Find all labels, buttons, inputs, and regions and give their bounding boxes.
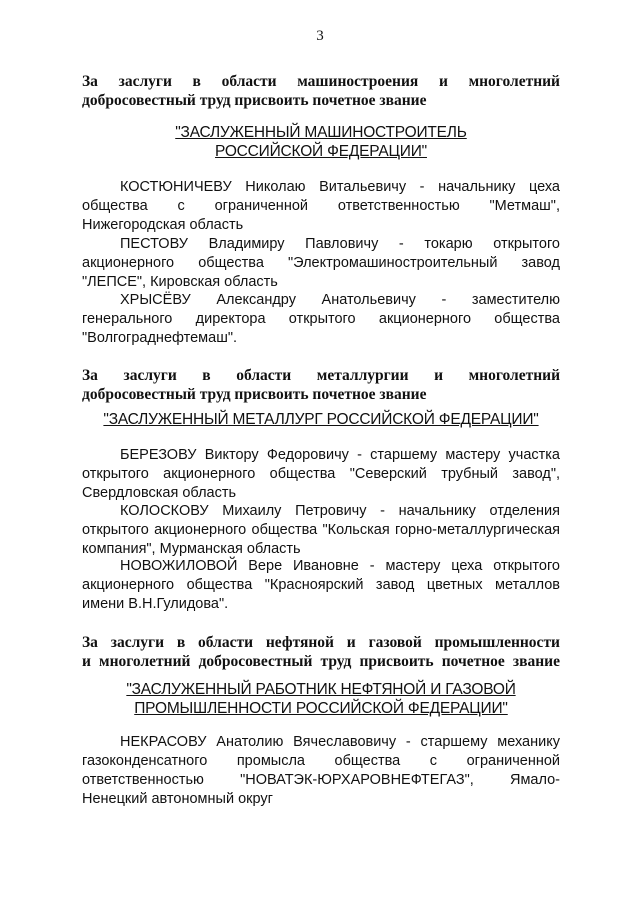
entry-line: ХРЫСЁВУ Александру Анатольевичу - заместителю <box>120 292 560 308</box>
section-heading <box>82 72 560 110</box>
heading-line: За заслуги в области нефтяной и газовой промышленности <box>82 634 560 651</box>
section-heading <box>82 366 560 404</box>
award-entry <box>82 502 560 559</box>
heading-line: добросовестный труд присвоить почетное звание <box>82 386 427 403</box>
entry-line: открытого акционерного общества "Северский трубный завод", <box>82 466 560 482</box>
award-entry <box>82 291 560 348</box>
entry-line: ответственностью "НОВАТЭК-ЮРХАРОВНЕФТЕГАЗ", Ямало- <box>82 772 560 788</box>
page-number: 3 <box>316 28 324 44</box>
section-heading <box>82 633 560 671</box>
award-entry <box>82 733 560 809</box>
entry-line: газоконденсатного промысла общества с ограниченной <box>82 753 560 769</box>
title-line: РОССИЙСКОЙ ФЕДЕРАЦИИ" <box>215 143 427 160</box>
entry-line: КОСТЮНИЧЕВУ Николаю Витальевичу - начальнику цеха <box>120 179 560 195</box>
entry-line: НЕКРАСОВУ Анатолию Вячеславовичу - старшему механику <box>120 734 560 750</box>
title-line: "ЗАСЛУЖЕННЫЙ РАБОТНИК НЕФТЯНОЙ И ГАЗОВОЙ <box>126 681 516 698</box>
heading-line: и многолетний добросовестный труд присвоить почетное звание <box>82 653 560 670</box>
entry-line: Ненецкий автономный округ <box>82 791 273 807</box>
entry-line: открытого акционерного общества "Кольская горно-металлургическая <box>82 522 560 538</box>
heading-line: добросовестный труд присвоить почетное звание <box>82 92 427 109</box>
honorary-title <box>82 410 560 429</box>
entry-line: ПЕСТОВУ Владимиру Павловичу - токарю открытого <box>120 236 560 252</box>
title-line: "ЗАСЛУЖЕННЫЙ МАШИНОСТРОИТЕЛЬ <box>175 124 467 141</box>
award-entry <box>82 178 560 235</box>
award-entry <box>82 446 560 503</box>
entry-line: Свердловская область <box>82 485 237 501</box>
title-line: "ЗАСЛУЖЕННЫЙ МЕТАЛЛУРГ РОССИЙСКОЙ ФЕДЕРАЦИИ" <box>103 411 539 428</box>
title-line: ПРОМЫШЛЕННОСТИ РОССИЙСКОЙ ФЕДЕРАЦИИ" <box>134 700 508 717</box>
award-entry <box>82 557 560 614</box>
entry-line: акционерного общества "Красноярский завод цветных металлов <box>82 577 560 593</box>
honorary-title <box>82 680 560 718</box>
entry-line: "ЛЕПСЕ", Кировская область <box>82 274 278 290</box>
heading-line: За заслуги в области металлургии и многолетний <box>82 367 560 384</box>
entry-line: КОЛОСКОВУ Михаилу Петровичу - начальнику отделения <box>120 503 560 519</box>
entry-line: НОВОЖИЛОВОЙ Вере Ивановне - мастеру цеха открытого <box>120 558 560 574</box>
entry-line: Нижегородская область <box>82 217 244 233</box>
entry-line: "Волгограднефтемаш". <box>82 330 238 346</box>
entry-line: компания", Мурманская область <box>82 541 301 557</box>
heading-line: За заслуги в области машиностроения и многолетний <box>82 73 560 90</box>
entry-line: генерального директора открытого акционерного общества <box>82 311 560 327</box>
entry-line: БЕРЕЗОВУ Виктору Федоровичу - старшему мастеру участка <box>120 447 560 463</box>
honorary-title <box>82 123 560 161</box>
entry-line: общества с ограниченной ответственностью "Метмаш", <box>82 198 560 214</box>
entry-line: акционерного общества "Электромашиностроительный завод <box>82 255 560 271</box>
award-entry <box>82 235 560 292</box>
entry-line: имени В.Н.Гулидова". <box>82 596 229 612</box>
